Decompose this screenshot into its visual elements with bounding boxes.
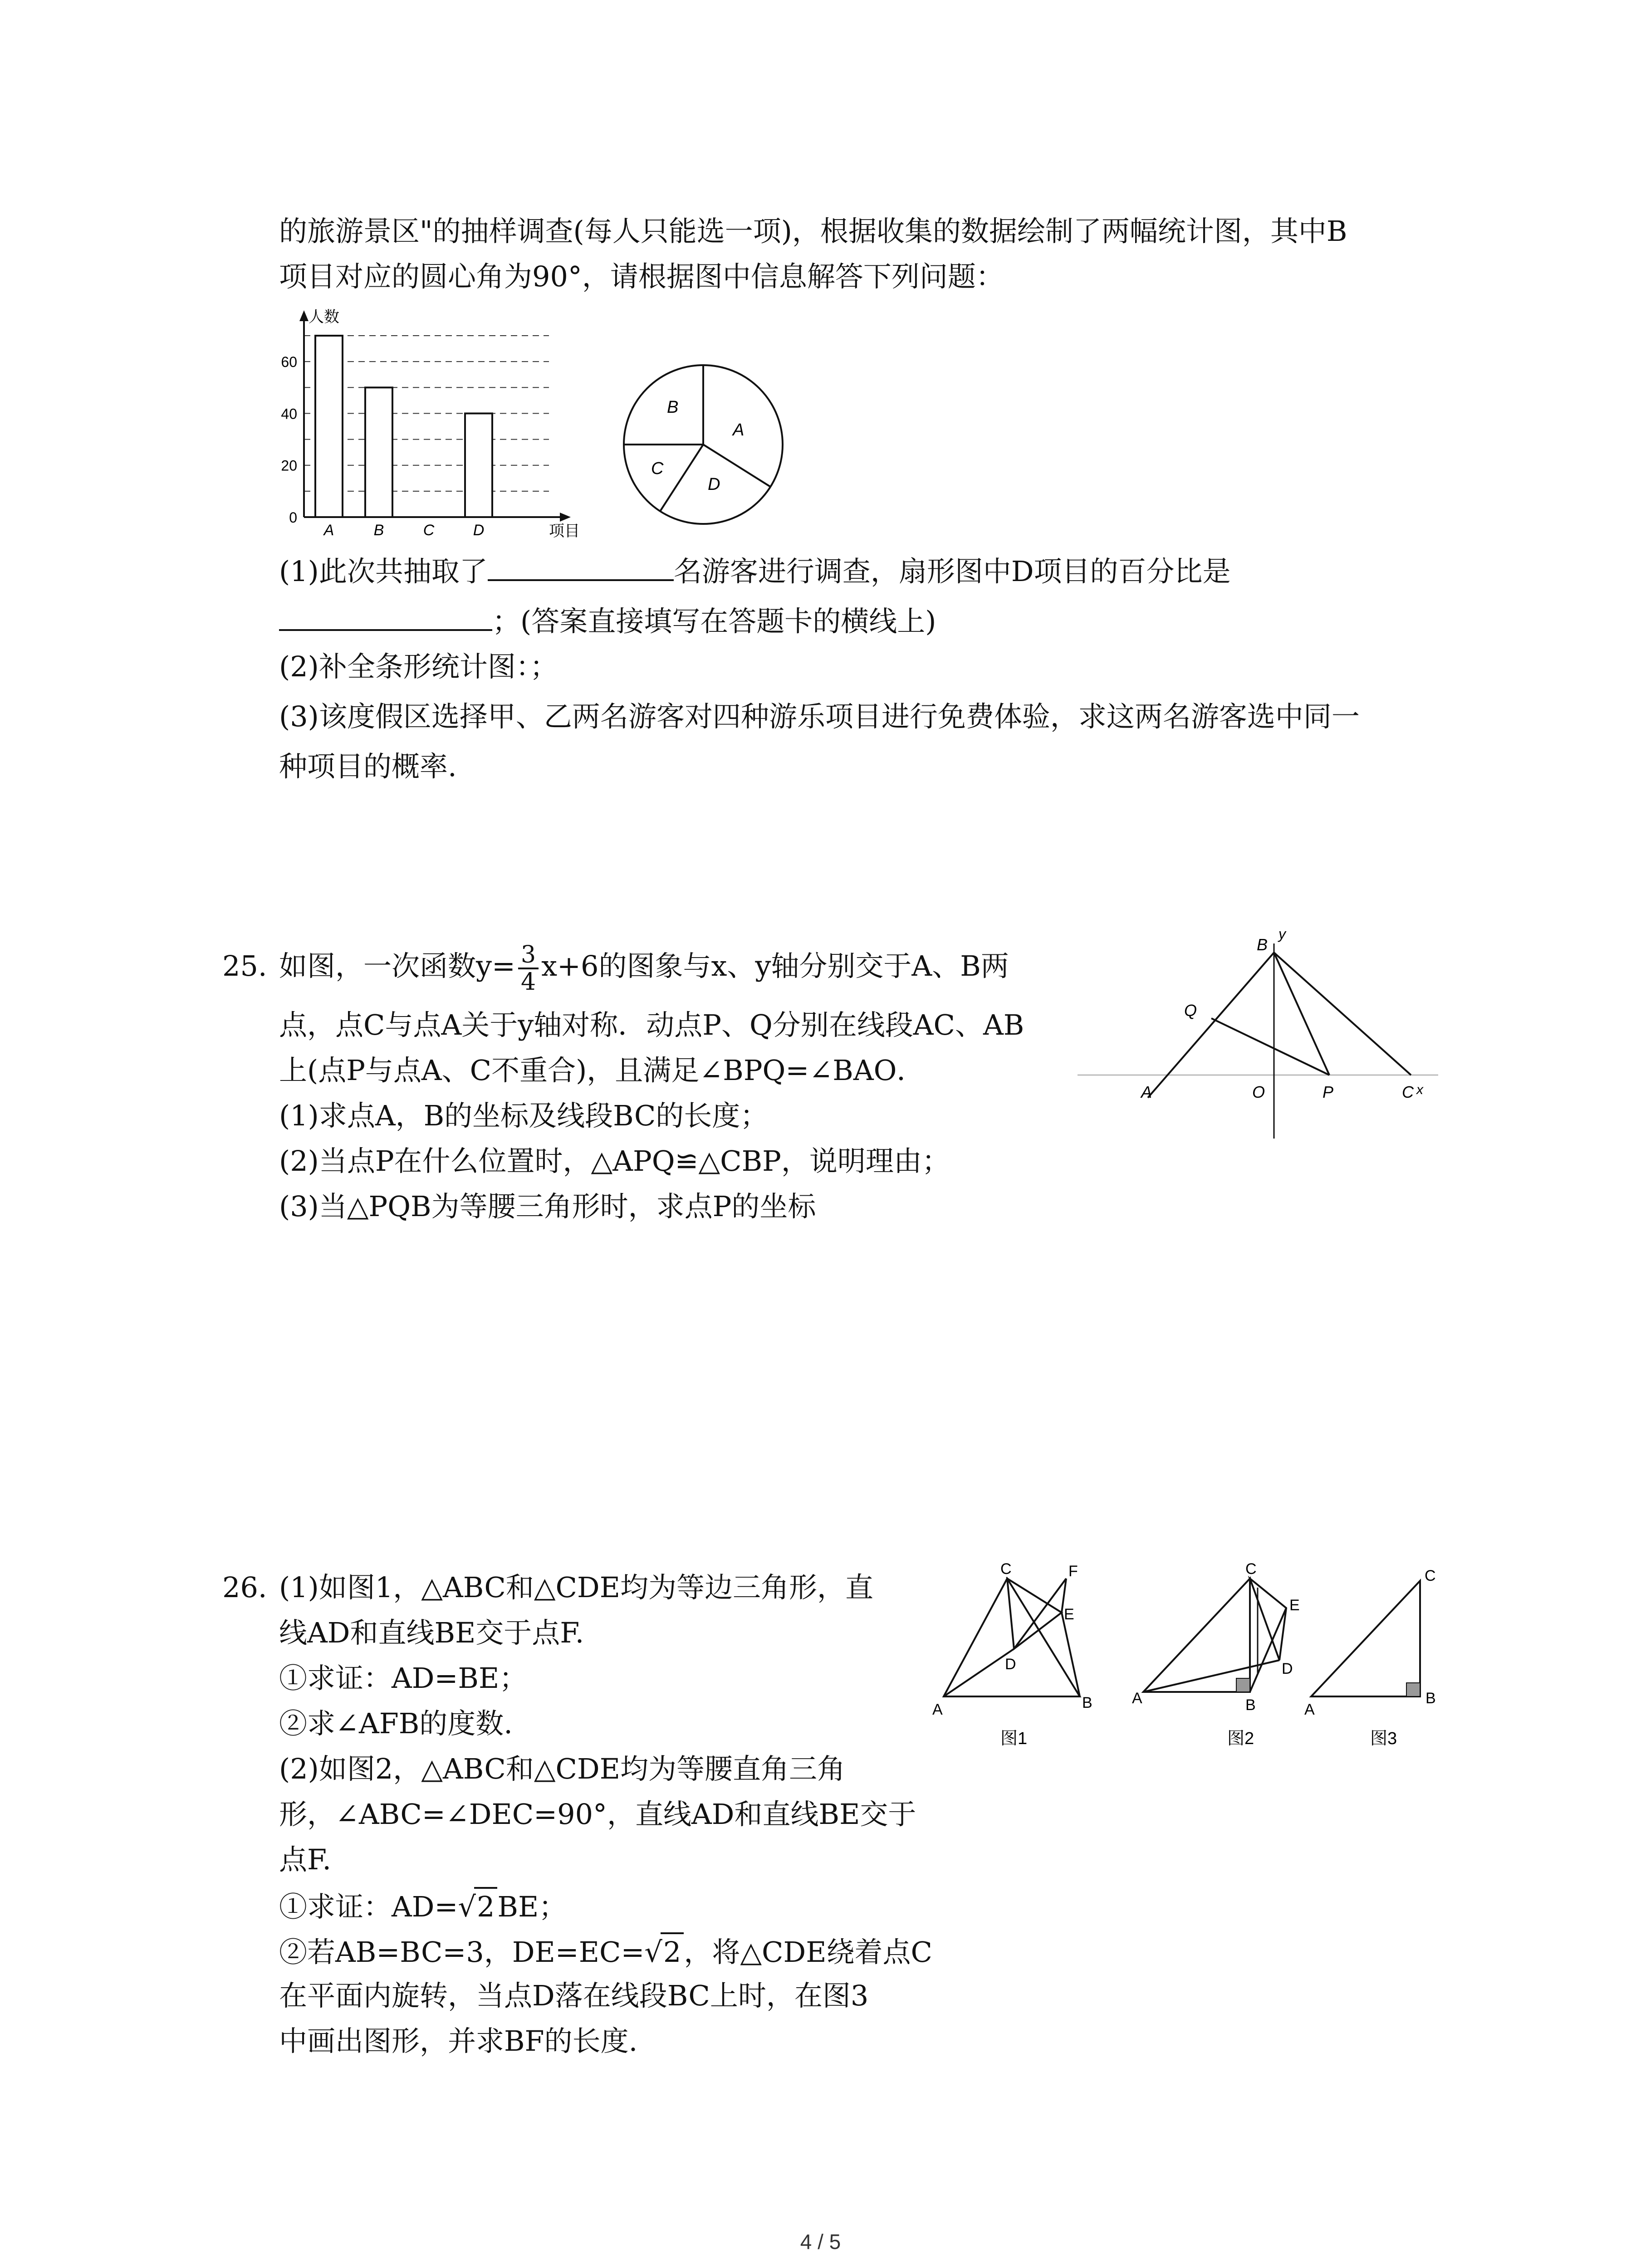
fraction-denominator: 4 [520,968,536,996]
fig1-label-b: B [1082,1694,1092,1711]
bar-y-tick: 60 [281,354,297,371]
q26-text-9a: ②若AB=BC=3，DE=EC= [279,1936,645,1969]
triangle-cde [1007,1579,1062,1649]
q26-text-8b: BE； [497,1890,567,1923]
bar-y-tick: 40 [281,406,297,422]
q25-line-6: (3)当△PQB为等腰三角形时，求点P的坐标 [279,1190,816,1223]
q25-text-a: 如图，一次函数y= [279,949,515,982]
q26-text-8a: ①求证：AD= [279,1890,458,1923]
fig3-label-c: C [1425,1567,1436,1584]
q26-line-5: (2)如图2，△ABC和△CDE均为等腰直角三角 [279,1752,845,1785]
q25-fraction [518,942,539,995]
fig2-label-a: A [1132,1690,1142,1707]
q25-line-4: (1)求点A，B的坐标及线段BC的长度； [279,1099,769,1132]
right-angle-mark [1406,1683,1420,1696]
q25-line-1 [279,934,1009,998]
fig1-caption: 图1 [1000,1729,1028,1748]
q26-number: 26. [222,1571,267,1604]
sqrt-radicand: 2 [661,1932,684,1970]
segment-df [1014,1579,1066,1649]
fig3-caption: 图3 [1370,1729,1397,1748]
q26-figure-3 [1302,1560,1452,1751]
q25-line-3: 上(点P与点A、C不重合)，且满足∠BPQ=∠BAO． [279,1054,925,1087]
label-y: y [1279,926,1286,942]
fig2-label-e: E [1289,1597,1300,1614]
pie-label-d: D [708,475,720,494]
bar-y-tick: 0 [289,509,297,526]
q24-part2: (2)补全条形统计图：； [279,650,558,683]
segment-ad [944,1649,1014,1696]
bar-chart [272,304,590,540]
fig1-label-f: F [1068,1563,1078,1580]
segment-pq [1211,1018,1329,1075]
bar-x-label: 项目 [549,523,580,540]
bar-category-label: A [323,522,334,539]
q26-line-7: 点F. [279,1843,332,1876]
q24-part1-text-c: ；(答案直接填写在答题卡的横线上) [492,605,936,638]
right-angle-mark [1236,1678,1250,1692]
fig2-label-c: C [1245,1560,1257,1578]
fig1-label-c: C [1000,1560,1012,1578]
fig2-label-d: D [1282,1660,1293,1677]
intro-line-1: 的旅游景区"的抽样调查(每人只能选一项)，根据收集的数据绘制了两幅统计图，其中B [279,215,1347,248]
fig1-label-e: E [1064,1606,1074,1623]
q25-line-5: (2)当点P在什么位置时，△APQ≌△CBP，说明理由； [279,1144,950,1178]
fig2-label-b: B [1245,1696,1256,1714]
triangle-abc [1311,1581,1420,1696]
q25-number: 25. [222,949,267,982]
label-c: C [1402,1083,1414,1101]
q25-text-b: x+6的图象与x、y轴分别交于A、B两 [541,949,1009,982]
q26-line-4: ②求∠AFB的度数. [279,1707,513,1740]
bar-b [365,387,392,517]
bar-y-label: 人数 [309,308,339,326]
fraction-numerator: 3 [518,942,539,969]
q26-line-3: ①求证：AD=BE； [279,1662,528,1695]
triangle-abc [1143,1579,1250,1692]
sqrt-radicand: 2 [474,1887,497,1925]
bar-x-arrow-icon [560,513,571,522]
q26-line-1: (1)如图1，△ABC和△CDE均为等边三角形，直 [279,1571,873,1604]
bar-a [315,336,343,517]
segment-bc [1274,953,1411,1075]
q25-figure [1075,925,1452,1143]
segment-ab [1148,953,1274,1098]
pie-divider [660,445,703,511]
pie-label-b: B [667,398,679,417]
q24-part3-line-2: 种项目的概率. [279,750,457,783]
q24-part1-text-b: 名游客进行调查，扇形图中D项目的百分比是 [673,555,1231,588]
q26-figure-1 [926,1560,1107,1751]
triangle-abc [944,1579,1080,1696]
q24-part1-line-2 [279,601,936,640]
label-q: Q [1184,1001,1197,1020]
page-number: 4 / 5 [800,2230,841,2253]
segment-bp [1274,953,1329,1075]
label-x: x [1416,1082,1423,1097]
answer-blank[interactable] [488,551,674,581]
q24-part1-line [279,551,1231,590]
bar-d [465,413,492,517]
label-b: B [1257,935,1268,954]
fig1-label-d: D [1005,1656,1016,1673]
intro-line-2: 项目对应的圆心角为90°，请根据图中信息解答下列问题： [279,260,1004,293]
segment-be [1062,1613,1080,1696]
answer-blank[interactable] [279,601,492,631]
bar-y-tick: 20 [281,457,297,474]
bar-y-arrow-icon [299,310,309,321]
q25-line-2: 点，点C与点A关于y轴对称．动点P、Q分别在线段AC、AB [279,1008,1024,1041]
q26-line-9: ②若AB=BC=3，DE=EC=√2，将△CDE绕着点C [279,1932,932,1970]
label-a: A [1141,1083,1152,1101]
label-o: O [1252,1083,1265,1101]
bar-category-label: C [423,522,435,539]
q26-line-11: 中画出图形，并求BF的长度. [279,2024,638,2058]
fig2-caption: 图2 [1227,1729,1254,1748]
q24-part3-line-1: (3)该度假区选择甲、乙两名游客对四种游乐项目进行免费体验，求这两名游客选中同一 [279,700,1360,733]
q26-line-8: ①求证：AD=√2BE； [279,1887,567,1925]
q26-line-10: 在平面内旋转，当点D落在线段BC上时，在图3 [279,1979,869,2012]
fig1-label-a: A [932,1701,943,1718]
bar-category-label: B [373,522,384,539]
q26-line-6: 形，∠ABC=∠DEC=90°，直线AD和直线BE交于 [279,1798,916,1831]
q24-part1-text-a: (1)此次共抽取了 [279,555,488,588]
q26-text-9b: ，将△CDE绕着点C [684,1936,932,1969]
bar-category-label: D [473,522,485,539]
pie-label-a: A [733,420,745,440]
fig3-label-b: B [1425,1690,1436,1707]
fig3-label-a: A [1304,1701,1315,1718]
q26-line-2: 线AD和直线BE交于点F. [279,1616,584,1649]
segment-ad [1143,1660,1279,1692]
pie-chart [617,358,789,531]
label-p: P [1323,1083,1334,1101]
pie-label-c: C [651,459,664,478]
